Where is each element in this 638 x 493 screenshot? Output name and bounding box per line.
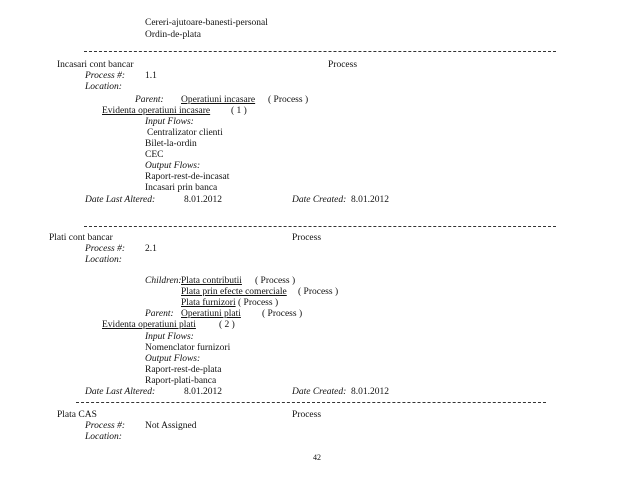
block1-location-label: Location: [85,82,122,92]
block2-parent-type: ( Process ) [262,309,303,319]
block1-input-label: Input Flows: [145,117,194,127]
block1-parent-type: ( Process ) [268,95,309,105]
block2-child-link[interactable]: Plata contributii [181,276,242,286]
block1-parent-link[interactable]: Operatiuni incasare [181,95,256,105]
block3-location-label: Location: [85,432,122,442]
block2-date-created-label: Date Created: [292,387,347,397]
block2-child-link[interactable]: Plata prin efecte comerciale [181,287,287,297]
block1-parent-label: Parent: [135,95,164,105]
block2-date-created: 8.01.2012 [351,387,389,397]
block1-output-label: Output Flows: [145,161,201,171]
block3-type: Process [292,410,322,420]
block2-input: Nomenclator furnizori [145,343,231,353]
block1-type: Process [328,60,358,70]
block2-child-type: ( Process ) [238,298,279,308]
block1-date-altered-label: Date Last Altered: [85,195,156,205]
block1-process-value: 1.1 [145,71,157,81]
block2-process-label: Process #: [85,244,126,254]
block1-name: Incasari cont bancar [57,60,134,70]
block2-parent-link[interactable]: Operatiuni plati [181,309,241,319]
block2-date-altered: 8.01.2012 [184,387,222,397]
block1-date-created-label: Date Created: [292,195,347,205]
block2-output: Raport-plati-banca [145,376,217,386]
block2-name: Plati cont bancar [49,233,113,243]
block2-parent-label: Parent: [145,309,174,319]
block1-output: Incasari prin banca [145,183,218,193]
block2-output: Raport-rest-de-plata [145,365,222,375]
block1-input: Centralizator clienti [147,128,223,138]
block2-diagram-num: ( 2 ) [219,320,235,330]
flow-line: Cereri-ajutoare-banesti-personal [145,18,268,28]
block2-diagram-link[interactable]: Evidenta operatiuni plati [102,320,196,330]
block2-child-link[interactable]: Plata furnizori [181,298,236,308]
block1-diagram-num: ( 1 ) [231,106,247,116]
block2-children-label: Children: [145,276,182,286]
block3-process-value: Not Assigned [145,421,197,431]
block2-date-altered-label: Date Last Altered: [85,387,156,397]
block2-type: Process [292,233,322,243]
block2-input-label: Input Flows: [145,332,194,342]
separator [76,402,546,403]
block1-input: Bilet-la-ordin [145,139,197,149]
block2-process-value: 2.1 [145,244,157,254]
separator [84,51,556,52]
block1-diagram-link[interactable]: Evidenta operatiuni incasare [102,106,211,116]
block1-date-created: 8.01.2012 [351,195,389,205]
separator [84,226,556,227]
block2-output-label: Output Flows: [145,354,201,364]
block2-child-type: ( Process ) [255,276,296,286]
block2-child-type: ( Process ) [298,287,339,297]
flow-line: Ordin-de-plata [145,30,201,40]
block1-input: CEC [145,150,164,160]
block2-location-label: Location: [85,255,122,265]
block1-date-altered: 8.01.2012 [184,195,222,205]
block3-name: Plata CAS [57,410,97,420]
block3-process-label: Process #: [85,421,126,431]
block1-process-label: Process #: [85,71,126,81]
block1-output: Raport-rest-de-incasat [145,172,230,182]
page-number: 42 [313,453,321,462]
